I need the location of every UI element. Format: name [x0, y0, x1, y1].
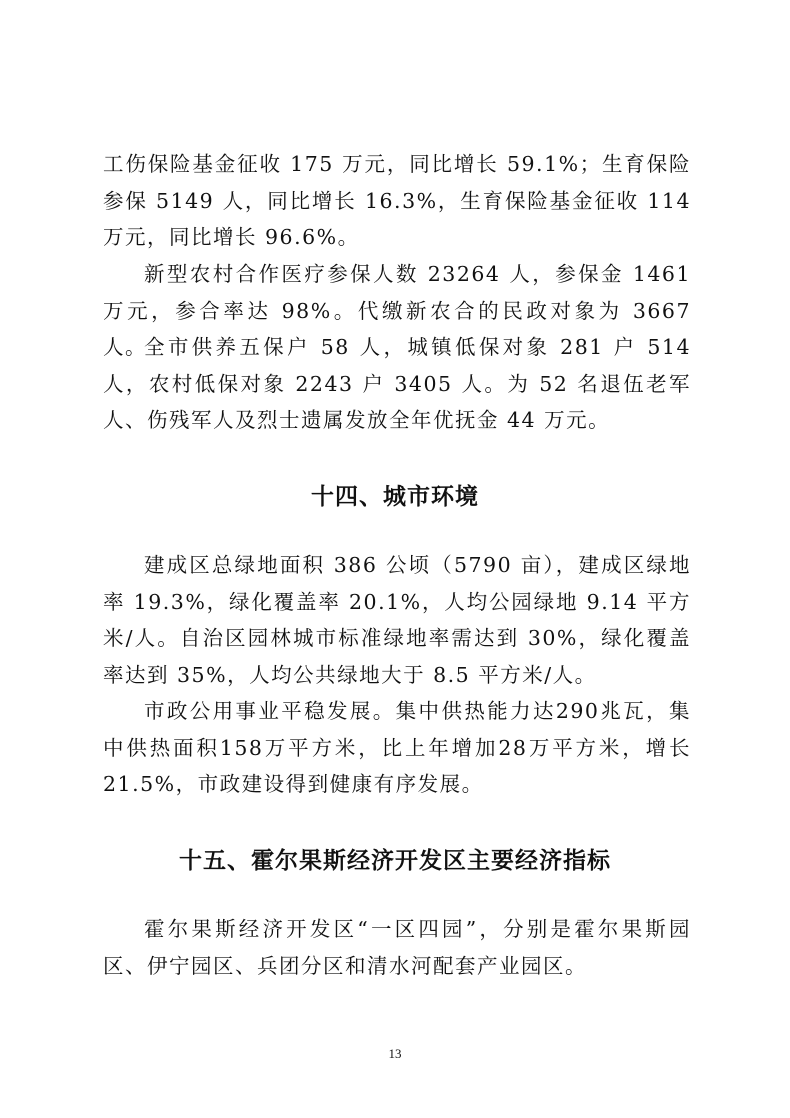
paragraph-rural-cooperative-medical: 新型农村合作医疗参保人数 23264 人，参保金 1461 万元，参合率达 98%。代缴新农合的民政对象为 3667 人。 [103, 262, 691, 359]
paragraph-injury-maternity-insurance: 工伤保险基金征收 175 万元，同比增长 59.1%；生育保险参保 5149 人，同比增长 16.3%，生育保险基金征收 114 万元，同比增长 96.6%。 [103, 152, 691, 249]
section-heading-urban-environment: 十四、城市环境 [311, 484, 479, 510]
paragraph-social-assistance: 全市供养五保户 58 人，城镇低保对象 281 户 514 人，农村低保对象 2243 户 3405 人。为 52 名退伍老军人、伤残军人及烈士遗属发放全年优抚金 44 万元。 [103, 335, 691, 432]
page-number: 13 [388, 1046, 402, 1061]
section-heading-khorgos-zone: 十五、霍尔果斯经济开发区主要经济指标 [179, 848, 611, 874]
paragraph-municipal-utilities: 市政公用事业平稳发展。集中供热能力达290兆瓦，集中供热面积158万平方米，比上年增加28万平方米，增长21.5%，市政建设得到健康有序发展。 [103, 699, 691, 796]
paragraph-green-space: 建成区总绿地面积 386 公顷（5790 亩），建成区绿地率 19.3%，绿化覆盖率 20.1%，人均公园绿地 9.14 平方米/人。自治区园林城市标准绿地率需达到 30%，绿化覆盖率达到 35%，人均公共绿地大于 8.5 平方米/人。 [103, 553, 691, 687]
paragraph-khorgos-parks: 霍尔果斯经济开发区“一区四园”，分别是霍尔果斯园区、伊宁园区、兵团分区和清水河配套产业园区。 [103, 917, 691, 978]
